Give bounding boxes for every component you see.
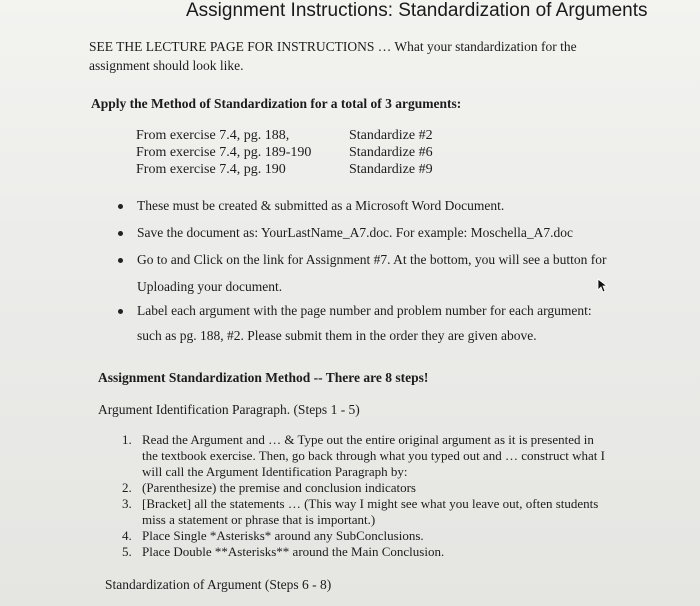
bullet-item-4-line-2: such as pg. 188, #2. Please submit them in the order they are given above. xyxy=(137,328,537,343)
step-number: 4. xyxy=(122,528,132,543)
step-1-line-3: will call the Argument Identification Paragraph by: xyxy=(142,464,408,479)
apply-heading: Apply the Method of Standardization for a total of 3 arguments: xyxy=(91,96,462,111)
step-number: 2. xyxy=(122,480,132,495)
bullet-dot-icon xyxy=(118,309,123,314)
step-item-1 xyxy=(122,432,642,480)
step-5-line-1: Place Double **Asterisks** around the Main Conclusion. xyxy=(142,544,445,559)
step-2-line-1: (Parenthesize) the premise and conclusion indicators xyxy=(142,480,416,495)
intro-line-2: assignment should look like. xyxy=(89,58,244,73)
step-item-2 xyxy=(122,480,642,496)
bullet-item-1: These must be created & submitted as a Microsoft Word Document. xyxy=(137,198,505,213)
intro-paragraph xyxy=(89,37,649,75)
exercise-source-2: From exercise 7.4, pg. 189-190 xyxy=(136,145,312,160)
step-4-line-1: Place Single *Asterisks* around any SubConclusions. xyxy=(142,528,424,543)
exercise-task-2: Standardize #6 xyxy=(349,145,433,160)
std-heading: Standardization of Argument (Steps 6 - 8) xyxy=(105,577,332,592)
arg-id-heading: Argument Identification Paragraph. (Steps 1 - 5) xyxy=(98,402,360,417)
step-1-line-2: the textbook exercise. Then, go back through what you typed out and … construct what I xyxy=(142,448,605,463)
step-number: 5. xyxy=(122,544,132,559)
bullet-item-2: Save the document as: YourLastName_A7.doc. For example: Moschella_A7.doc xyxy=(137,225,574,240)
step-3-line-2: miss a statement or phrase that is important.) xyxy=(142,512,376,527)
step-item-3 xyxy=(122,496,642,528)
exercise-source-1: From exercise 7.4, pg. 188, xyxy=(136,128,290,143)
step-3-line-1: [Bracket] all the statements … (This way I might see what you leave out, often students xyxy=(142,496,599,511)
bullet-item-3-line-2: Uploading your document. xyxy=(137,279,283,294)
bullet-item-4-line-1: Label each argument with the page number and problem number for each argument: xyxy=(137,303,592,318)
bullet-dot-icon xyxy=(118,258,123,263)
step-1-line-1: Read the Argument and … & Type out the entire original argument as it is presented in xyxy=(142,432,594,447)
bullet-item-3-line-1: Go to and Click on the link for Assignment #7. At the bottom, you will see a button for xyxy=(137,252,607,267)
step-item-5 xyxy=(122,544,642,560)
steps-list xyxy=(122,432,642,560)
exercise-task-3: Standardize #9 xyxy=(349,162,433,177)
step-number: 1. xyxy=(122,432,132,447)
bullet-dot-icon xyxy=(118,204,123,209)
mouse-pointer-icon xyxy=(597,278,609,294)
step-number: 3. xyxy=(122,496,132,511)
step-item-4 xyxy=(122,528,642,544)
intro-line-1: SEE THE LECTURE PAGE FOR INSTRUCTIONS … What your standardization for the xyxy=(89,39,577,54)
page-title: Assignment Instructions: Standardization of Arguments xyxy=(186,0,648,21)
method-heading: Assignment Standardization Method -- There are 8 steps! xyxy=(98,370,429,385)
exercise-task-1: Standardize #2 xyxy=(349,128,433,143)
bullet-dot-icon xyxy=(118,231,123,236)
exercise-source-3: From exercise 7.4, pg. 190 xyxy=(136,162,286,177)
